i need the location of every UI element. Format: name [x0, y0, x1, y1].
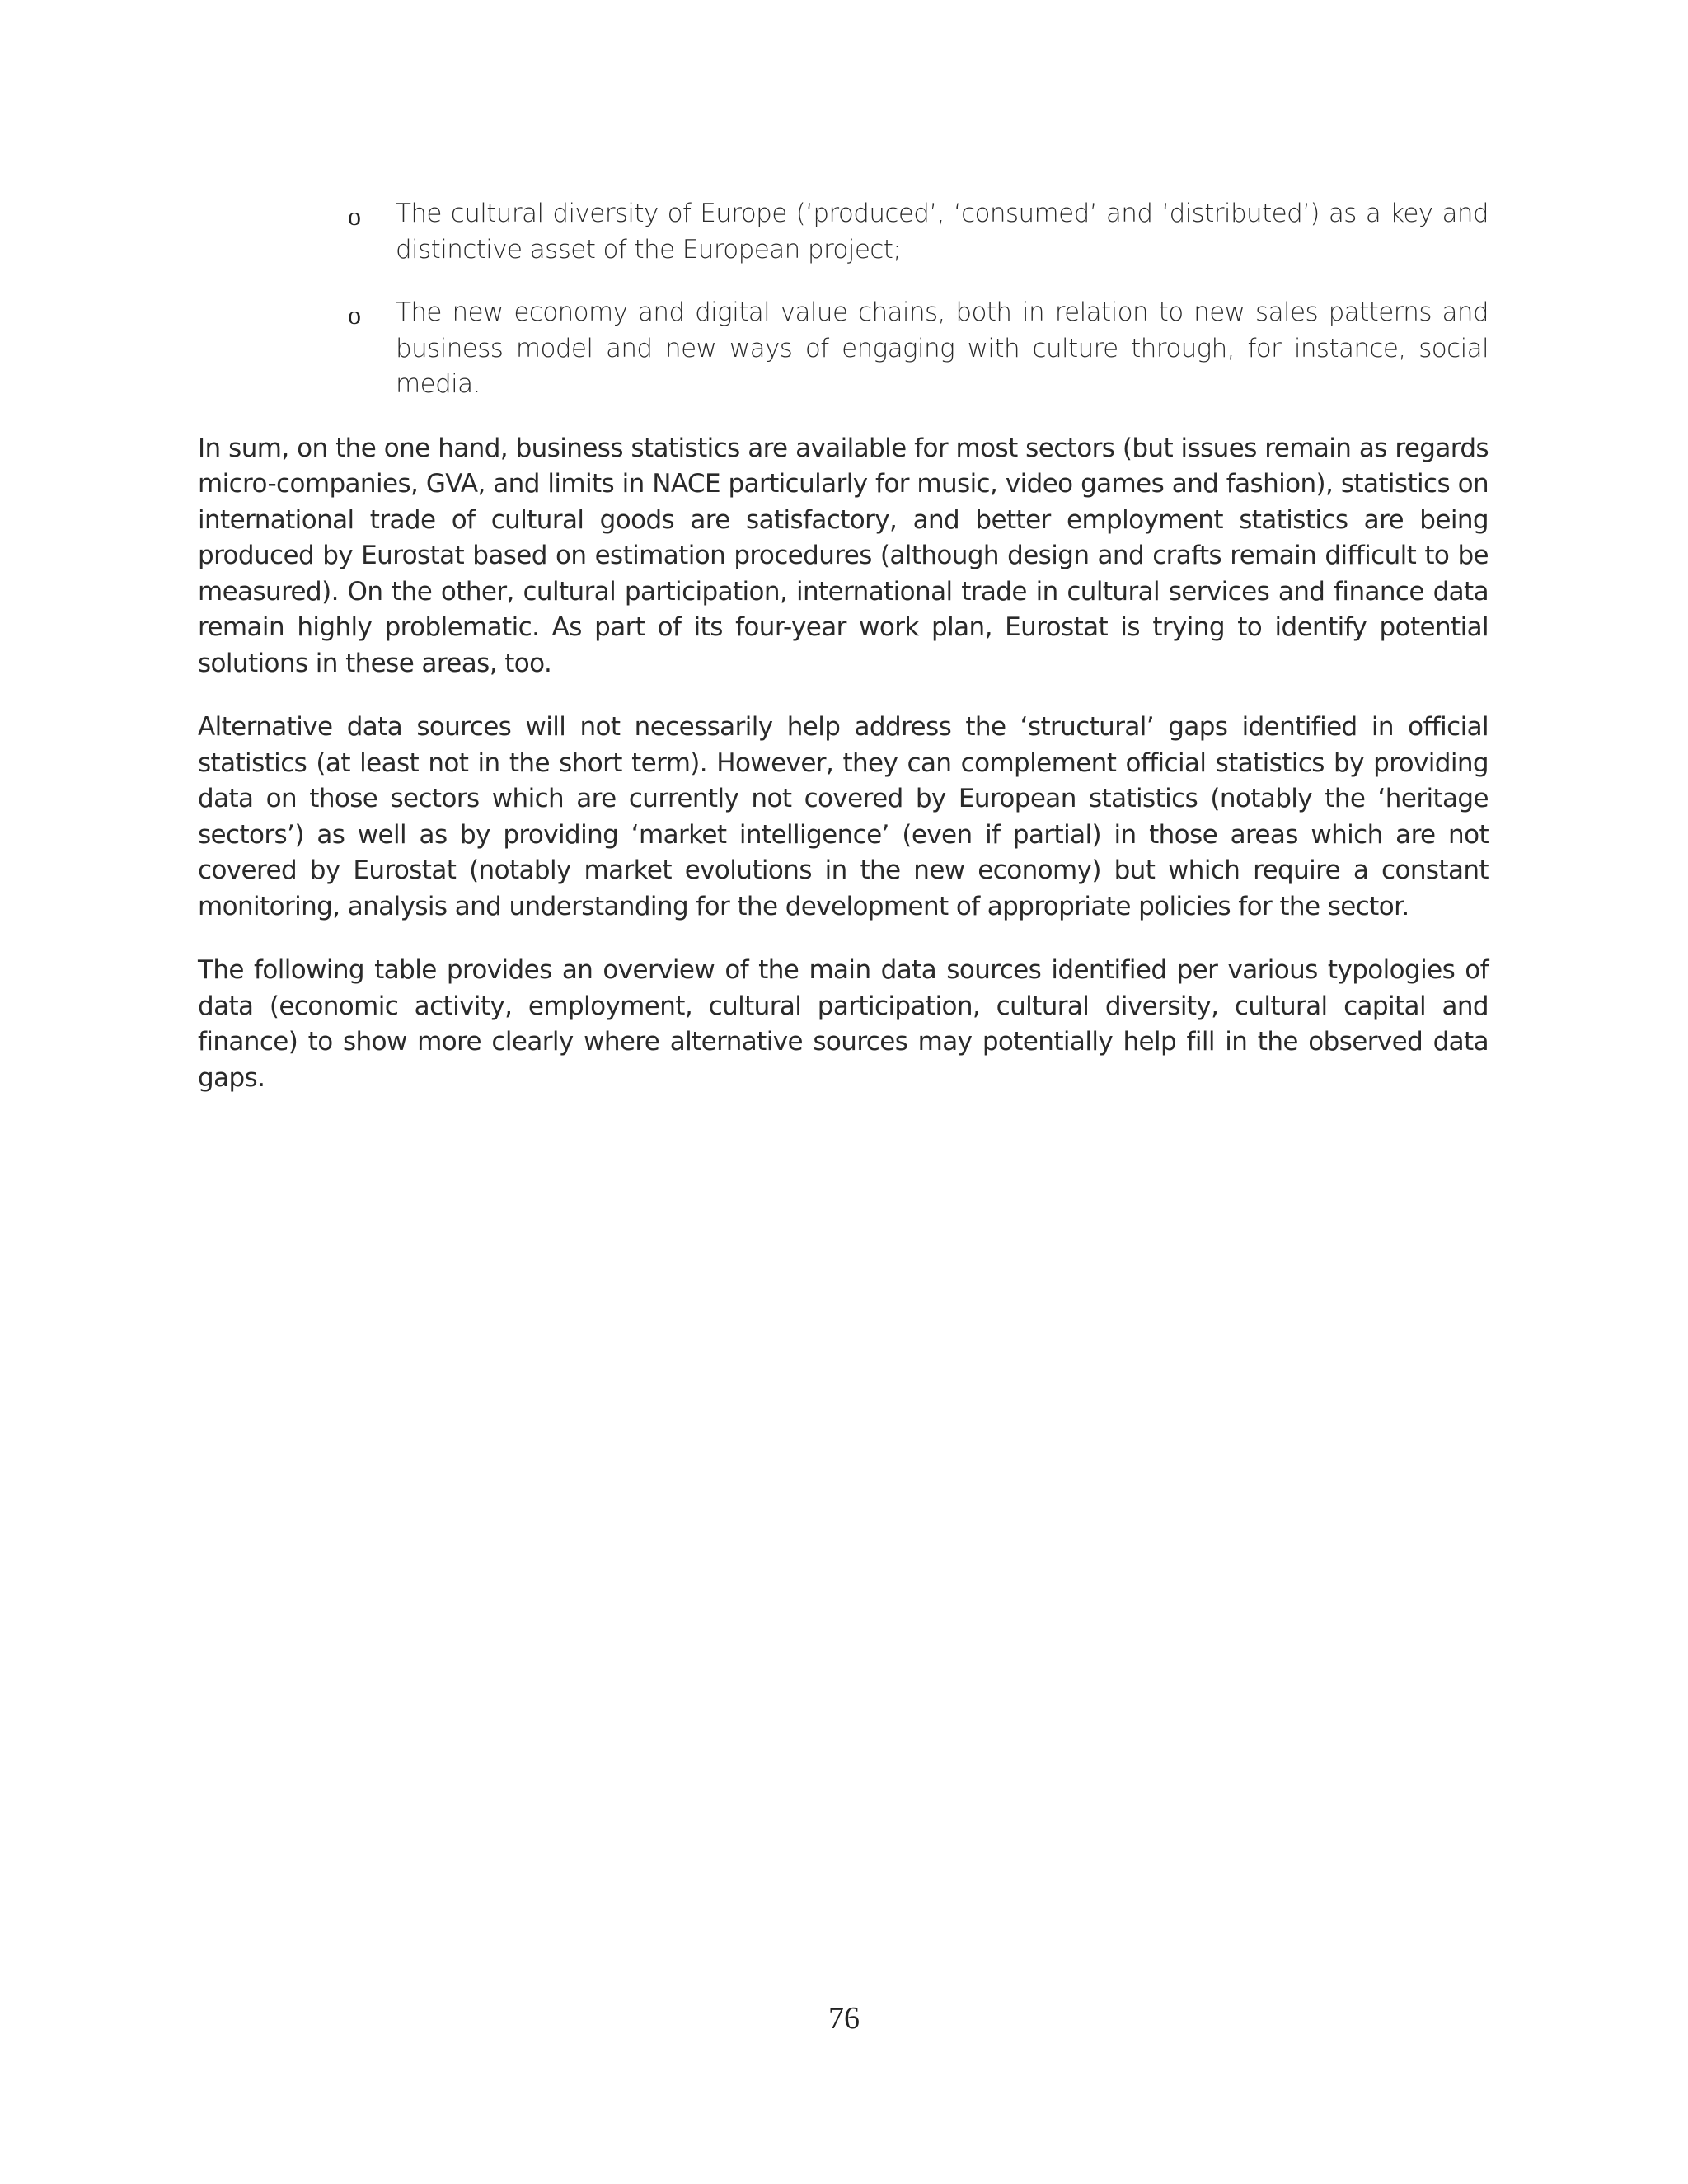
list-item: [198, 196, 1489, 268]
bullet-list: [198, 196, 1489, 403]
paragraph-alternative-sources: Alternative data sources will not necessarily help address the ‘structural’ gaps identified in official statistics (at least not in the short term). However, they can complement official statistics by providing data on those sectors which are currently not covered by European statistics (notably the ‘heritage sectors’) as well as by providing ‘market intelligence’ (even if partial) in those areas which are not covered by Eurostat (notably market evolutions in the new economy) but which require a constant monitoring, analysis and understanding for the development of appropriate policies for the sector.: [198, 712, 1489, 921]
page-number: 76: [828, 2001, 860, 2036]
list-item: [198, 295, 1489, 403]
paragraph-table-intro: The following table provides an overview of the main data sources identified per various typologies of data (economic activity, employment, cultural participation, cultural diversity, cultural capital and finance) to show more clearly where alternative sources may potentially help fill in the observed data gaps.: [198, 955, 1489, 1093]
bullet-text: The cultural diversity of Europe (‘produced’, ‘consumed’ and ‘distributed’) as a key and distinctive asset of the European project;: [396, 199, 1489, 265]
paragraph-summary: In sum, on the one hand, business statistics are available for most sectors (but issues remain as regards micro-companies, GVA, and limits in NACE particularly for music, video games and fashion), statistics on international trade of cultural goods are satisfactory, and better employment statistics are being produced by Eurostat based on estimation procedures (although design and crafts remain difficult to be measured). On the other, cultural participation, international trade in cultural services and finance data remain highly problematic. As part of its four-year work plan, Eurostat is trying to identify potential solutions in these areas, too.: [198, 433, 1489, 678]
page-content: [198, 196, 1489, 1124]
bullet-marker: o: [348, 300, 361, 330]
bullet-text: The new economy and digital value chains, both in relation to new sales patterns and business model and new ways of engaging with culture through, for instance, social media.: [396, 298, 1489, 399]
bullet-marker: o: [348, 201, 361, 231]
